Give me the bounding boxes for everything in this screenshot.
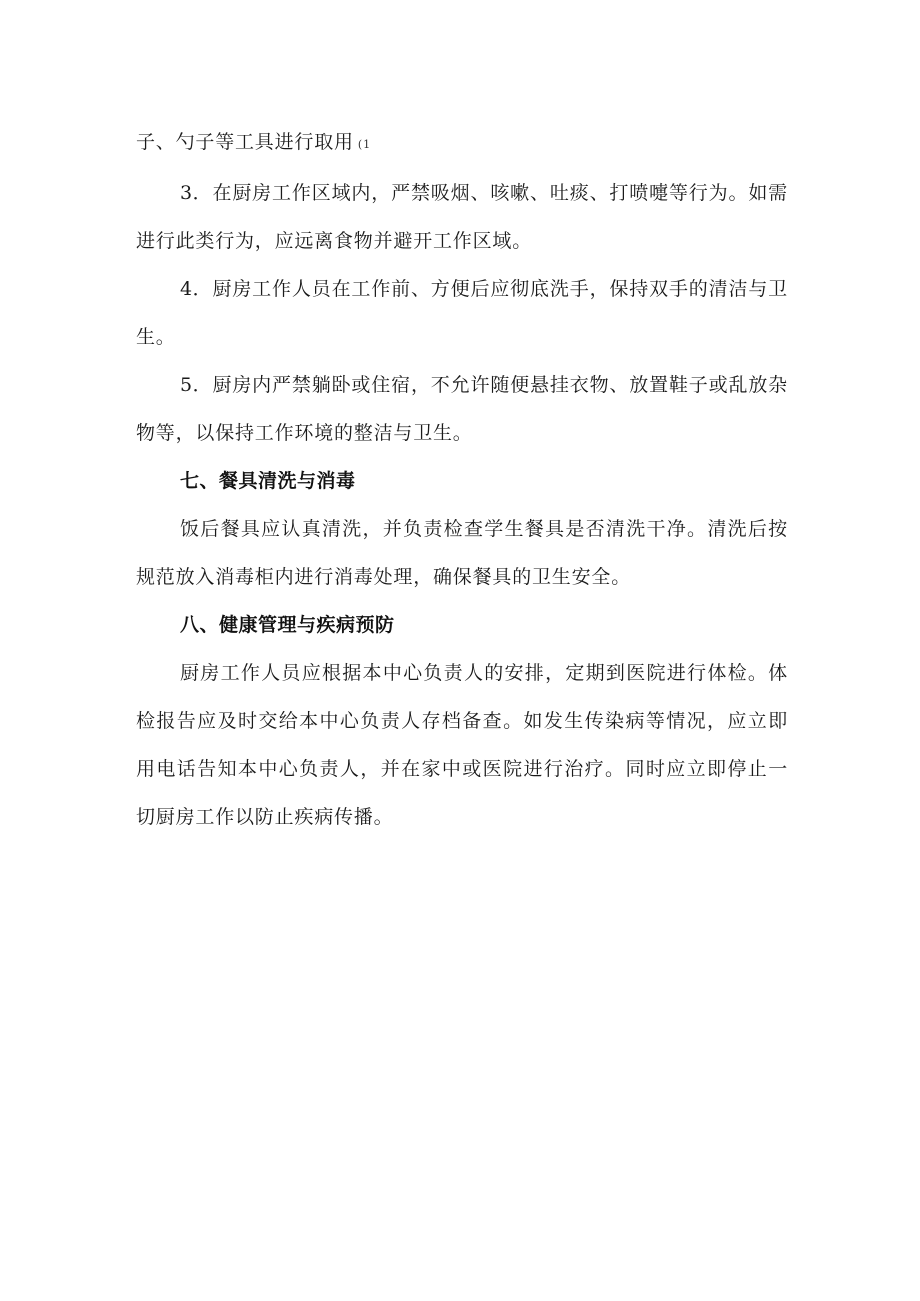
list-item-text: ．在厨房工作区域内，严禁吸烟、咳嗽、吐痰、打喷嚏等行为。如需进行此类行为，应远离食物并避开工作区域。 (136, 182, 788, 252)
list-item-text: ．厨房内严禁躺卧或住宿，不允许随便悬挂衣物、放置鞋子或乱放杂物等，以保持工作环境的整洁与卫生。 (136, 374, 788, 444)
list-item-number: 4 (180, 278, 193, 300)
section-heading-7: 七、餐具清洗与消毒 (180, 470, 356, 492)
section-body-8: 厨房工作人员应根据本中心负责人的安排，定期到医院进行体检。体检报告应及时交给本中心负责人存档备查。如发生传染病等情况，应立即用电话告知本中心负责人，并在家中或医院进行治疗。同时应立即停止一切厨房工作以防止疾病传播。 (136, 662, 788, 828)
continuation-mark: (1 (357, 138, 372, 151)
list-item-number: 5 (180, 374, 193, 396)
list-item-5 (136, 361, 788, 457)
continuation-paragraph (136, 118, 788, 169)
list-item-4 (136, 265, 788, 361)
list-item-text: ．厨房工作人员在工作前、方便后应彻底洗手，保持双手的清洁与卫生。 (136, 278, 788, 348)
section-body-7: 饭后餐具应认真清洗，并负责检查学生餐具是否清洗干净。清洗后按规范放入消毒柜内进行消毒处理，确保餐具的卫生安全。 (136, 518, 788, 588)
document-body (136, 118, 788, 841)
list-item-3 (136, 169, 788, 265)
section-heading-8: 八、健康管理与疾病预防 (180, 614, 395, 636)
list-item-number: 3 (180, 182, 193, 204)
continuation-text: 子、勺子等工具进行取用 (136, 131, 354, 153)
